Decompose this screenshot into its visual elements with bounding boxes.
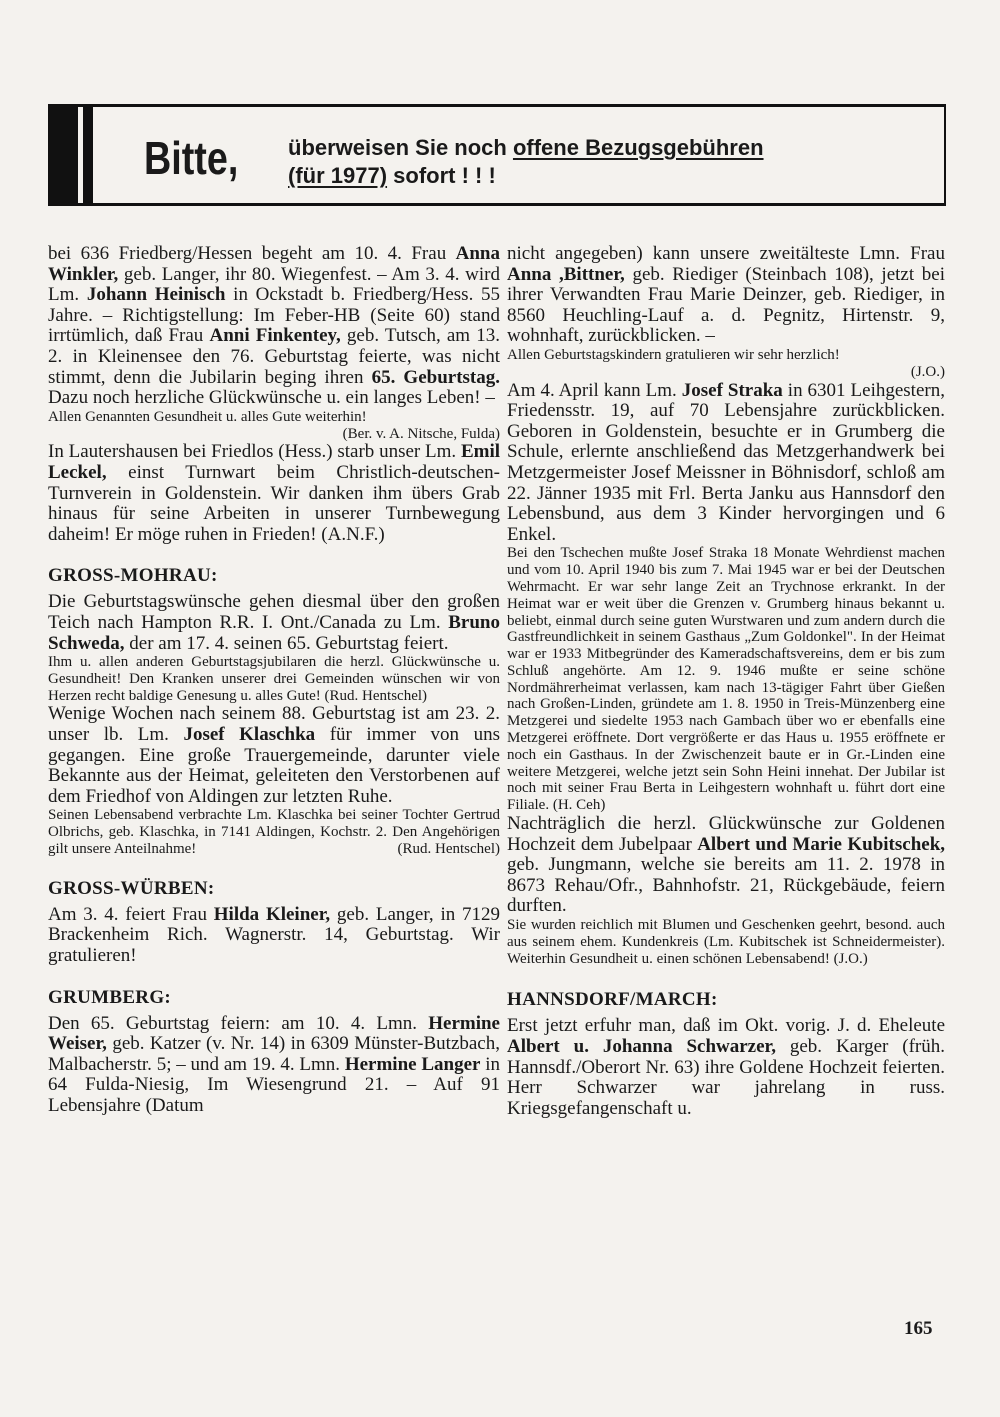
text-run: Den 65. Geburtstag feiern: am 10. 4. Lmn. — [48, 1012, 429, 1034]
bold-name: 65. Geburtstag. — [371, 366, 500, 388]
bold-name: Anni Finkentey, — [209, 325, 341, 347]
text-run: Am 3. 4. feiert Frau — [48, 903, 214, 925]
text-run: Die Geburtstagswünsche gehen diesmal über den großen Teich nach Hampton R.R. I. Ont./Canada zu Lm. — [48, 591, 500, 633]
text-run: geb. Tutsch, am 13. 2. in Kleinensee den 76. Geburtstag feierte, was nicht stimmt, denn die Jubilarin beging ihren — [48, 325, 500, 388]
section-heading-gross-mohrau: GROSS-MOHRAU: — [48, 565, 218, 587]
payment-reminder-banner — [48, 104, 946, 206]
text-run: Am 4. April kann Lm. — [507, 379, 682, 401]
text-run: Nachträglich die herzl. Glückwünsche zur Goldenen Hochzeit dem Jubelpaar — [507, 813, 945, 855]
paragraph — [48, 592, 500, 654]
text-run: In Lautershausen bei Friedlos (Hess.) starb unser Lm. — [48, 441, 461, 463]
bold-name: Albert u. Johanna Schwarzer, — [507, 1036, 776, 1058]
paragraph — [507, 1016, 945, 1119]
small-note — [48, 807, 500, 857]
small-note: Allen Geburtstagskindern gratulieren wir sehr herzlich! — [507, 346, 840, 363]
banner-line-1 — [288, 135, 764, 161]
paragraph — [48, 704, 500, 807]
banner-bitte: Bitte, — [144, 132, 239, 184]
paragraph — [507, 244, 945, 347]
bold-name: Johann Heinisch — [86, 284, 226, 306]
text-run: der am 17. 4. seinen 65. Geburtstag feiert. — [124, 632, 449, 654]
text-run: Wenige Wochen nach seinem 88. Geburtstag ist am 23. 2. unser lb. Lm. — [48, 703, 500, 746]
banner-line-2-underlined: (für 1977) — [288, 163, 388, 188]
banner-line-1-underlined: offene Bezugsgebühren — [512, 135, 764, 160]
paragraph — [48, 244, 500, 409]
bold-name: Emil Leckel, — [48, 441, 500, 483]
text-run: geb. Langer, in 7129 Brackenheim Rich. Wagnerstr. 14, Geburtstag. Wir gratulieren! — [48, 903, 500, 967]
bold-name: Hermine Weiser, — [48, 1012, 500, 1055]
paragraph — [48, 1014, 500, 1117]
signature: (Ber. v. A. Nitsche, Fulda) — [342, 425, 500, 442]
banner-line-2 — [288, 163, 496, 189]
text-run: bei 636 Friedberg/Hessen begeht am 10. 4. Frau — [48, 243, 456, 264]
signature: (Rud. Hentschel) — [397, 841, 500, 858]
text-run: in 64 Fulda-Niesig, Im Wiesengrund 21. – Auf 91 Lebensjahre (Datum — [48, 1053, 501, 1116]
small-note: Bei den Tschechen mußte Josef Straka 18 Monate Wehrdienst machen und vom 10. April 1940 bis zum 7. Mai 1945 war er bei der Deutschen Wehrmacht. Er war sehr lange Zeit an Trychnose erkrankt. In der Heimat war er weit über die Grenzen v. Grumberg hinaus bekannt u. beliebt, einmal durch seine guten Wurstwaren und zum andern durch die Gastfreundlichkeit in seinem Gasthaus „Zum Goldonkel". In der Heimat war er 1933 Mitbegründer des Kameradschaftsvereins, dem er bis zum Schluß angehörte. Am 12. 9. 1946 mußte er seine schöne Nordmährerheimat verlassen, kam nach 13-tägiger Fahrt über Gießen nach Großen-Linden, gründete am 1. 8. 1950 in Treis-Münzenberg eine Metzgerei und siedelte 1953 nach Gambach über wo er ebenfalls eine Metzgerei eröffnete. Dort vergrößerte er das Haus u. 1955 eröffnete er noch ein Gasthaus. In der Zwischenzeit baute er in Gr.-Linden eine weitere Metzgerei, welche jetzt sein Sohn Heini innehat. Der Jubilar ist noch mit seiner Frau Berta in Leihgestern wohnhaft u. führt dort eine Filiale. (H. Ceh) — [507, 545, 945, 814]
small-note: Ihm u. allen anderen Geburtstagsjubilaren die herzl. Glückwünsche u. Gesundheit! Den Kranken unserer drei Gemeinden wünschen wir von Herzen recht baldige Genesung u. alles Gute! (Rud. Hentschel) — [48, 654, 500, 704]
bold-name: Hermine Langer — [344, 1053, 481, 1075]
text-run: Erst jetzt erfuhr man, daß im Okt. vorig. J. d. Eheleute — [507, 1015, 945, 1037]
text-run: Dazu noch herzliche Glückwünsche u. ein langes Leben! – — [48, 387, 495, 409]
text-run: in 6301 Leihgestern, Friedensstr. 19, auf 70 Lebensjahre zurückblicken. Geboren in Goldenstein, besuchte er in Grumberg die Schule, erlernte anschließend das Metzgerhandwerk bei Metzgermeister Josef Meissner in Böhnisdorf, schloß am 22. Jänner 1935 mit Frl. Berta Janku aus Hannsdorf den Lebensbund, aus dem 3 Kinder hervorgingen und 6 Enkel. — [507, 379, 945, 545]
banner-thick-bar — [48, 107, 78, 203]
banner-line-2-text: sofort ! ! ! — [387, 163, 496, 188]
right-column — [507, 244, 945, 1119]
small-note-text: Seinen Lebensabend verbrachte Lm. Klaschka bei seiner Tochter Gertrud Olbrichs, geb. Klaschka, in 7141 Aldingen, Kochstr. 2. Den Angehörigen gilt unsere Anteilnahme! — [48, 807, 500, 858]
bold-name: Albert und Marie Kubitschek, — [697, 833, 946, 855]
text-run: geb. Langer, ihr 80. Wiegenfest. – Am 3. 4. wird Lm. — [48, 263, 500, 306]
text-run: in Ockstadt b. Friedberg/Hess. 55 Jahre. – Richtigstellung: Im Feber-HB (Seite 60) stand irrtümlich, daß Frau — [48, 284, 501, 347]
paragraph — [48, 905, 500, 967]
text-run: für immer von uns gegangen. Eine große Trauergemeinde, darunter viele Bekannte aus der Heimat, geleiteten den Verstorbenen auf dem Friedhof von Aldingen zur letzten Ruhe. — [48, 724, 500, 807]
bold-name: Josef Klaschka — [183, 724, 316, 746]
text-run: einst Turnwart beim Christlich-deutschen-Turnverein in Goldenstein. Wir danken ihm übers Grab hinaus für seine Arbeiten in unserer Turnbewegung daheim! Er möge ruhen in Frieden! (A.N.F.) — [48, 461, 500, 545]
text-run: geb. Riediger (Steinbach 108), jetzt bei ihrer Verwandten Frau Marie Deinzer, geb. Riediger, in 8560 Heuchling-Lauf a. d. Pegnitz, Hirtenstr. 9, wohnhaft, zurückblicken. – — [507, 263, 945, 347]
left-column — [48, 244, 500, 1117]
text-run: nicht angegeben) kann unsere zweitälteste Lmn. Frau — [507, 243, 945, 264]
signature: (J.O.) — [910, 363, 945, 380]
paragraph — [507, 814, 945, 917]
bold-name: Josef Straka — [681, 379, 783, 401]
section-heading-gross-wuerben: GROSS-WÜRBEN: — [48, 877, 215, 899]
banner-thin-bar — [83, 107, 93, 203]
paragraph — [48, 442, 500, 545]
small-note: Sie wurden reichlich mit Blumen und Geschenken geehrt, besond. auch aus seinem ehem. Kundenkreis (Lm. Kubitschek ist Schneidermeister). Weiterhin Gesundheit u. einen schönen Lebensabend! (J.O.) — [507, 917, 945, 967]
section-heading-hannsdorf-march: HANNSDORF/MARCH: — [507, 989, 718, 1011]
bold-name: Hilda Kleiner, — [213, 903, 331, 925]
paragraph — [507, 381, 945, 546]
bold-name: Anna ,Bittner, — [507, 263, 625, 285]
text-run: geb. Karger (früh. Hannsdf./Oberort Nr. 63) ihre Goldene Hochzeit feierten. Herr Schwarzer war jahrelang in russ. Kriegsgefangenschaft u. — [507, 1036, 945, 1119]
banner-line-1-text: überweisen Sie noch — [288, 135, 513, 160]
text-run: geb. Jungmann, welche sie bereits am 11. 2. 1978 in 8673 Rehau/Ofr., Bahnhofstr. 21, Rückgebäude, feiern durften. — [507, 854, 945, 917]
small-note: Allen Genannten Gesundheit u. alles Gute weiterhin! — [48, 408, 367, 425]
bold-name: Bruno Schweda, — [48, 611, 500, 654]
page-number: 165 — [904, 1318, 933, 1339]
text-run: geb. Katzer (v. Nr. 14) in 6309 Münster-Butzbach, Malbacherstr. 5; – und am 19. 4. Lmn. — [48, 1033, 500, 1075]
section-heading-grumberg: GRUMBERG: — [48, 986, 172, 1008]
bold-name: Anna Winkler, — [48, 243, 500, 285]
